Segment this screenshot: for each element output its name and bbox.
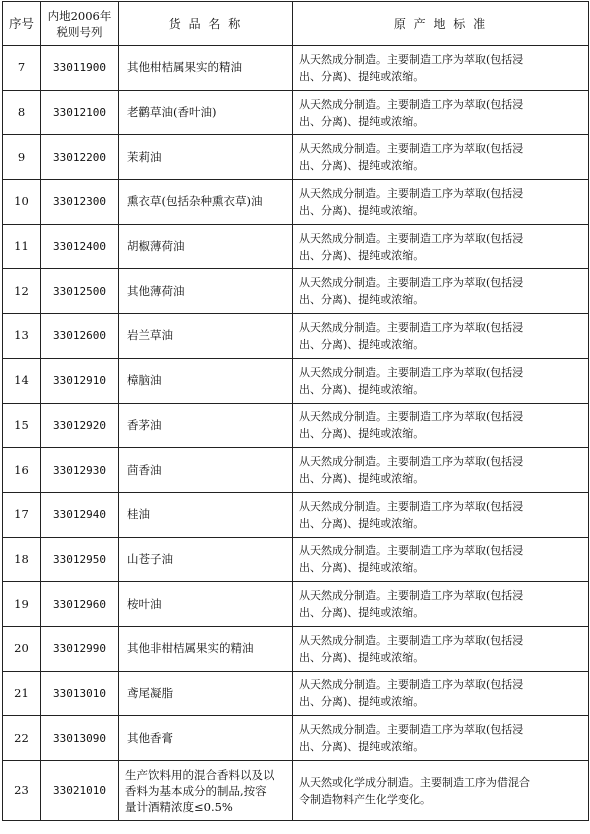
row-origin-standard-line1: 从天然成分制造。主要制造工序为萃取(包括浸 (299, 589, 524, 603)
row-tariff-code: 33012400 (41, 224, 119, 269)
row-serial-number: 23 (3, 761, 41, 821)
row-origin-standard (293, 358, 589, 403)
row-origin-standard-line2: 出、分离)、提纯或浓缩。 (299, 606, 425, 620)
row-tariff-code: 33013090 (41, 716, 119, 761)
row-tariff-code: 33021010 (41, 761, 119, 821)
table-row (3, 224, 589, 269)
row-origin-standard (293, 180, 589, 225)
row-tariff-code: 33011900 (41, 46, 119, 91)
origin-standards-table (2, 1, 589, 821)
row-origin-standard-line2: 出、分离)、提纯或浓缩。 (299, 650, 425, 664)
table-row (3, 582, 589, 627)
row-serial-number: 8 (3, 90, 41, 135)
table-row (3, 448, 589, 493)
row-serial-number: 11 (3, 224, 41, 269)
table-row (3, 626, 589, 671)
table-row (3, 314, 589, 359)
row-origin-standard-line1: 从天然或化学成分制造。主要制造工序为借混合 (299, 775, 530, 789)
row-serial-number: 21 (3, 671, 41, 716)
row-origin-standard (293, 671, 589, 716)
row-serial-number: 10 (3, 180, 41, 225)
row-tariff-code: 33012930 (41, 448, 119, 493)
row-serial-number: 12 (3, 269, 41, 314)
header-tariff-code-line2: 税则号列 (56, 24, 103, 39)
row-goods-name: 桉叶油 (119, 582, 293, 627)
row-origin-standard-line2: 出、分离)、提纯或浓缩。 (299, 427, 425, 441)
header-serial-number: 序号 (3, 2, 41, 46)
row-origin-standard-line1: 从天然成分制造。主要制造工序为萃取(包括浸 (299, 186, 524, 200)
row-goods-name: 熏衣草(包括杂种熏衣草)油 (119, 180, 293, 225)
row-serial-number: 20 (3, 626, 41, 671)
row-serial-number: 17 (3, 492, 41, 537)
table-row (3, 537, 589, 582)
header-goods-name: 货 品 名 称 (119, 2, 293, 46)
row-origin-standard-line2: 令制造物料产生化学变化。 (299, 792, 431, 806)
row-origin-standard (293, 269, 589, 314)
row-goods-name-line3: 量计酒精浓度≤0.5% (125, 799, 233, 814)
row-origin-standard (293, 224, 589, 269)
row-origin-standard (293, 761, 589, 821)
row-origin-standard-line2: 出、分离)、提纯或浓缩。 (299, 561, 425, 575)
row-origin-standard (293, 403, 589, 448)
row-goods-name: 茉莉油 (119, 135, 293, 180)
row-origin-standard-line2: 出、分离)、提纯或浓缩。 (299, 114, 425, 128)
row-origin-standard-line1: 从天然成分制造。主要制造工序为萃取(包括浸 (299, 365, 524, 379)
row-origin-standard-line1: 从天然成分制造。主要制造工序为萃取(包括浸 (299, 276, 524, 290)
row-goods-name: 樟脑油 (119, 358, 293, 403)
row-goods-name: 胡椒薄荷油 (119, 224, 293, 269)
row-origin-standard-line1: 从天然成分制造。主要制造工序为萃取(包括浸 (299, 52, 524, 66)
row-serial-number: 7 (3, 46, 41, 91)
row-goods-name: 其他非柑桔属果实的精油 (119, 626, 293, 671)
row-serial-number: 16 (3, 448, 41, 493)
row-origin-standard-line2: 出、分离)、提纯或浓缩。 (299, 159, 425, 173)
row-origin-standard-line2: 出、分离)、提纯或浓缩。 (299, 695, 425, 709)
row-origin-standard-line1: 从天然成分制造。主要制造工序为萃取(包括浸 (299, 455, 524, 469)
row-goods-name: 鸢尾凝脂 (119, 671, 293, 716)
row-serial-number: 9 (3, 135, 41, 180)
row-serial-number: 13 (3, 314, 41, 359)
row-origin-standard (293, 448, 589, 493)
row-tariff-code: 33012910 (41, 358, 119, 403)
table-row (3, 358, 589, 403)
row-origin-standard-line1: 从天然成分制造。主要制造工序为萃取(包括浸 (299, 499, 524, 513)
row-tariff-code: 33012600 (41, 314, 119, 359)
row-origin-standard-line1: 从天然成分制造。主要制造工序为萃取(包括浸 (299, 544, 524, 558)
row-origin-standard-line2: 出、分离)、提纯或浓缩。 (299, 248, 425, 262)
table-row (3, 403, 589, 448)
row-origin-standard (293, 626, 589, 671)
row-serial-number: 14 (3, 358, 41, 403)
table-row (3, 761, 589, 821)
row-goods-name: 香茅油 (119, 403, 293, 448)
row-origin-standard (293, 46, 589, 91)
row-tariff-code: 33012960 (41, 582, 119, 627)
table-header-row (3, 2, 589, 46)
row-origin-standard-line2: 出、分离)、提纯或浓缩。 (299, 382, 425, 396)
table-row (3, 180, 589, 225)
row-serial-number: 18 (3, 537, 41, 582)
row-origin-standard-line1: 从天然成分制造。主要制造工序为萃取(包括浸 (299, 633, 524, 647)
header-origin-standard: 原 产 地 标 准 (293, 2, 589, 46)
row-origin-standard-line2: 出、分离)、提纯或浓缩。 (299, 337, 425, 351)
row-goods-name: 其他薄荷油 (119, 269, 293, 314)
row-tariff-code: 33012200 (41, 135, 119, 180)
table-row (3, 46, 589, 91)
row-origin-standard-line2: 出、分离)、提纯或浓缩。 (299, 203, 425, 217)
row-origin-standard-line2: 出、分离)、提纯或浓缩。 (299, 293, 425, 307)
table-row (3, 135, 589, 180)
row-goods-name: 其他柑桔属果实的精油 (119, 46, 293, 91)
row-goods-name-line2: 香料为基本成分的制品,按容 (125, 783, 267, 798)
table-row (3, 716, 589, 761)
row-tariff-code: 33013010 (41, 671, 119, 716)
row-goods-name: 桂油 (119, 492, 293, 537)
header-tariff-code (41, 2, 119, 46)
row-origin-standard-line1: 从天然成分制造。主要制造工序为萃取(包括浸 (299, 320, 524, 334)
row-origin-standard (293, 537, 589, 582)
row-goods-name: 其他香膏 (119, 716, 293, 761)
row-goods-name: 老鹳草油(香叶油) (119, 90, 293, 135)
row-goods-name: 岩兰草油 (119, 314, 293, 359)
row-tariff-code: 33012500 (41, 269, 119, 314)
table-row (3, 671, 589, 716)
row-serial-number: 19 (3, 582, 41, 627)
row-tariff-code: 33012920 (41, 403, 119, 448)
row-origin-standard (293, 716, 589, 761)
row-origin-standard-line2: 出、分离)、提纯或浓缩。 (299, 516, 425, 530)
row-origin-standard (293, 314, 589, 359)
row-serial-number: 22 (3, 716, 41, 761)
row-origin-standard-line2: 出、分离)、提纯或浓缩。 (299, 472, 425, 486)
header-tariff-code-line1: 内地2006年 (47, 8, 112, 23)
table-row (3, 90, 589, 135)
row-tariff-code: 33012990 (41, 626, 119, 671)
row-origin-standard (293, 90, 589, 135)
row-goods-name: 山苍子油 (119, 537, 293, 582)
row-goods-name-line1: 生产饮料用的混合香料以及以 (125, 767, 275, 782)
row-origin-standard-line1: 从天然成分制造。主要制造工序为萃取(包括浸 (299, 678, 524, 692)
row-tariff-code: 33012300 (41, 180, 119, 225)
row-origin-standard-line1: 从天然成分制造。主要制造工序为萃取(包括浸 (299, 231, 524, 245)
row-origin-standard-line1: 从天然成分制造。主要制造工序为萃取(包括浸 (299, 723, 524, 737)
row-tariff-code: 33012950 (41, 537, 119, 582)
row-origin-standard (293, 135, 589, 180)
row-origin-standard (293, 582, 589, 627)
row-origin-standard-line1: 从天然成分制造。主要制造工序为萃取(包括浸 (299, 142, 524, 156)
row-origin-standard-line1: 从天然成分制造。主要制造工序为萃取(包括浸 (299, 97, 524, 111)
row-origin-standard-line1: 从天然成分制造。主要制造工序为萃取(包括浸 (299, 410, 524, 424)
row-origin-standard-line2: 出、分离)、提纯或浓缩。 (299, 69, 425, 83)
table-row (3, 269, 589, 314)
row-origin-standard (293, 492, 589, 537)
row-origin-standard-line2: 出、分离)、提纯或浓缩。 (299, 740, 425, 754)
row-goods-name (119, 761, 293, 821)
row-tariff-code: 33012940 (41, 492, 119, 537)
row-goods-name: 茴香油 (119, 448, 293, 493)
table-row (3, 492, 589, 537)
row-tariff-code: 33012100 (41, 90, 119, 135)
row-serial-number: 15 (3, 403, 41, 448)
